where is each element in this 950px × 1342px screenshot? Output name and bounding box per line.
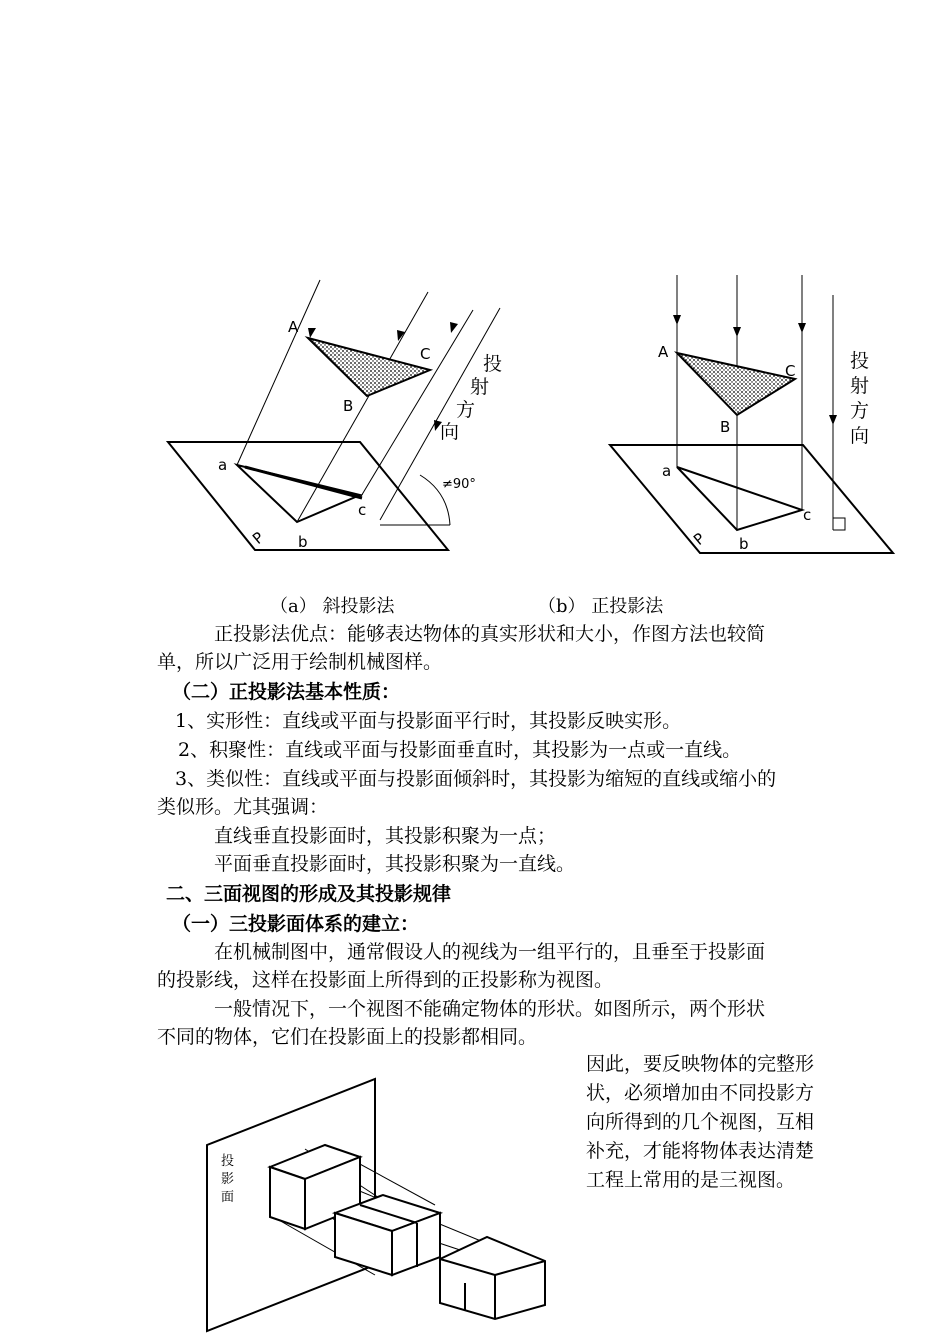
- heading-three-views: 二、三面视图的形成及其投影规律: [166, 883, 452, 905]
- oblique-projection-figure: [150, 270, 503, 570]
- caption-orthographic: （b） 正投影法: [538, 596, 664, 617]
- direction-char-2: 射: [470, 376, 490, 398]
- view-definition-line-2: 的投影线，这样在投影面上所得到的正投影称为视图。: [157, 969, 614, 991]
- emphasis-line-2: 平面垂直投影面时，其投影积聚为一直线。: [214, 853, 576, 875]
- side-line-3: 向所得到的几个视图，互相: [586, 1111, 815, 1133]
- point-c-label: c: [358, 501, 367, 519]
- direction-char-2: 射: [850, 375, 870, 397]
- advantage-line-2: 单，所以广泛用于绘制机械图样。: [157, 651, 443, 673]
- plane-label-char-3: 面: [221, 1190, 235, 1205]
- plane-P-label: P: [689, 529, 709, 549]
- side-line-5: 工程上常用的是三视图。: [586, 1169, 796, 1191]
- heading-three-planes: （一）三投影面体系的建立：: [172, 913, 420, 935]
- point-B-label: B: [343, 397, 354, 415]
- plane-label-char-2: 影: [221, 1172, 235, 1187]
- projection-plane-figure: [195, 1075, 560, 1337]
- caption-oblique: （a） 斜投影法: [270, 596, 395, 617]
- point-B-label: B: [720, 418, 731, 436]
- point-C-label: C: [420, 345, 431, 363]
- general-case-line-2: 不同的物体，它们在投影面上的投影都相同。: [157, 1026, 538, 1048]
- point-a-label: a: [662, 462, 672, 480]
- emphasis-line-1: 直线垂直投影面时，其投影积聚为一点；: [214, 825, 557, 847]
- direction-char-1: 投: [483, 353, 503, 375]
- point-b-label: b: [298, 533, 308, 551]
- direction-char-1: 投: [850, 350, 870, 372]
- point-c-label: c: [803, 506, 812, 524]
- side-line-4: 补充，才能将物体表达清楚: [586, 1140, 815, 1162]
- point-a-label: a: [218, 456, 228, 474]
- direction-char-4: 向: [850, 425, 870, 447]
- plane-label-char-1: 投: [221, 1154, 235, 1169]
- property-3-line-1: 3、类似性：直线或平面与投影面倾斜时，其投影为缩短的直线或缩小的: [175, 768, 777, 790]
- orthographic-projection-figure: [605, 275, 895, 560]
- side-paragraph: [586, 1050, 851, 1195]
- direction-char-4: 向: [440, 421, 460, 443]
- side-line-2: 状，必须增加由不同投影方: [586, 1082, 815, 1104]
- heading-basic-properties: （二）正投影法基本性质：: [172, 681, 401, 703]
- direction-char-3: 方: [850, 400, 870, 422]
- direction-char-3: 方: [456, 399, 476, 421]
- point-C-label: C: [785, 362, 796, 380]
- advantage-line-1: 正投影法优点：能够表达物体的真实形状和大小，作图方法也较简: [214, 623, 766, 645]
- side-line-1: 因此，要反映物体的完整形: [586, 1053, 815, 1075]
- general-case-line-1: 一般情况下，一个视图不能确定物体的形状。如图所示，两个形状: [214, 998, 766, 1020]
- view-definition-line-1: 在机械制图中，通常假设人的视线为一组平行的，且垂至于投影面: [214, 941, 766, 963]
- property-2: 2、积聚性：直线或平面与投影面垂直时，其投影为一点或一直线。: [178, 739, 742, 761]
- angle-label: ≠90°: [442, 477, 476, 492]
- plane-P-label: P: [248, 528, 268, 548]
- point-A-label: A: [658, 343, 669, 361]
- point-b-label: b: [739, 535, 749, 553]
- property-1: 1、实形性：直线或平面与投影面平行时，其投影反映实形。: [175, 710, 682, 732]
- point-A-label: A: [288, 318, 299, 336]
- property-3-line-2: 类似形。尤其强调：: [157, 796, 329, 818]
